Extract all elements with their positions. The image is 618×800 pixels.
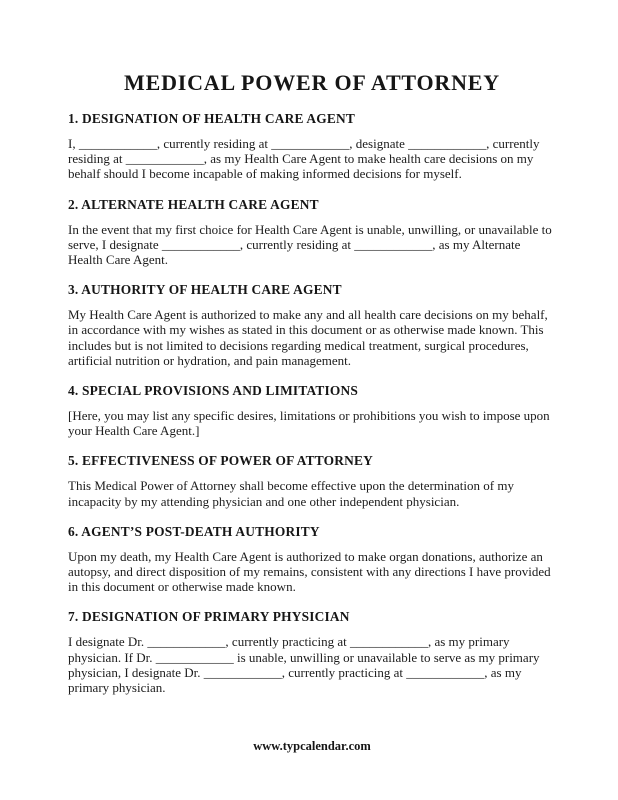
section-heading: 6. AGENT’S POST-DEATH AUTHORITY [68,523,320,539]
section-body: In the event that my first choice for Health Care Agent is unable, unwilling, or unavailable to serve, I designate ____________, currently residing at ____________, as my Alternate Health Care Agent. [68,221,552,268]
section-body: I designate Dr. ____________, currently practicing at ____________, as my primary physician. If Dr. ____________ is unable, unwilling or unavailable to serve as my primary physician, I designate Dr. ____________, currently practicing at ____________, as my primary physician. [68,634,540,696]
section-body: Upon my death, my Health Care Agent is authorized to make organ donations, authorize an autopsy, and direct disposition of my remains, consistent with any directions I have provided in this document or otherwise made known. [68,548,551,595]
section-heading: 5. EFFECTIVENESS OF POWER OF ATTORNEY [68,453,374,469]
section-effectiveness-of-power-of-attorney [68,453,556,508]
section-designation-of-primary-physician [68,609,556,695]
section-alternate-health-care-agent [68,197,556,268]
section-body: My Health Care Agent is authorized to make any and all health care decisions on my behalf, in accordance with my wishes as stated in this document or as otherwise made known. This includes but is not limited to decisions regarding medical treatment, surgical procedures, artificial nutrition or hydration, and pain management. [68,307,548,368]
section-body: I, ____________, currently residing at ____________, designate ____________, currently residing at ____________, as my Health Care Agent to make health care decisions on my behalf should I become incapable of making informed decisions for myself. [68,136,540,182]
section-heading: 2. ALTERNATE HEALTH CARE AGENT [68,196,319,212]
section-heading: 1. DESIGNATION OF HEALTH CARE AGENT [68,111,356,126]
footer-url: www.typcalendar.com [253,739,371,754]
section-heading: 4. SPECIAL PROVISIONS AND LIMITATIONS [68,383,359,399]
document-title: MEDICAL POWER OF ATTORNEY [124,70,500,95]
section-body: [Here, you may list any specific desires, limitations or prohibitions you wish to impose upon your Health Care Agent.] [68,408,550,439]
section-heading: 7. DESIGNATION OF PRIMARY PHYSICIAN [68,609,350,625]
section-body: This Medical Power of Attorney shall become effective upon the determination of my incapacity by my attending physician and one other independent physician. [68,478,514,509]
section-designation-of-health-care-agent [68,111,556,182]
section-heading: 3. AUTHORITY OF HEALTH CARE AGENT [68,282,342,298]
section-special-provisions-and-limitations [68,383,556,438]
section-agents-post-death-authority [68,524,556,595]
section-authority-of-health-care-agent [68,282,556,368]
